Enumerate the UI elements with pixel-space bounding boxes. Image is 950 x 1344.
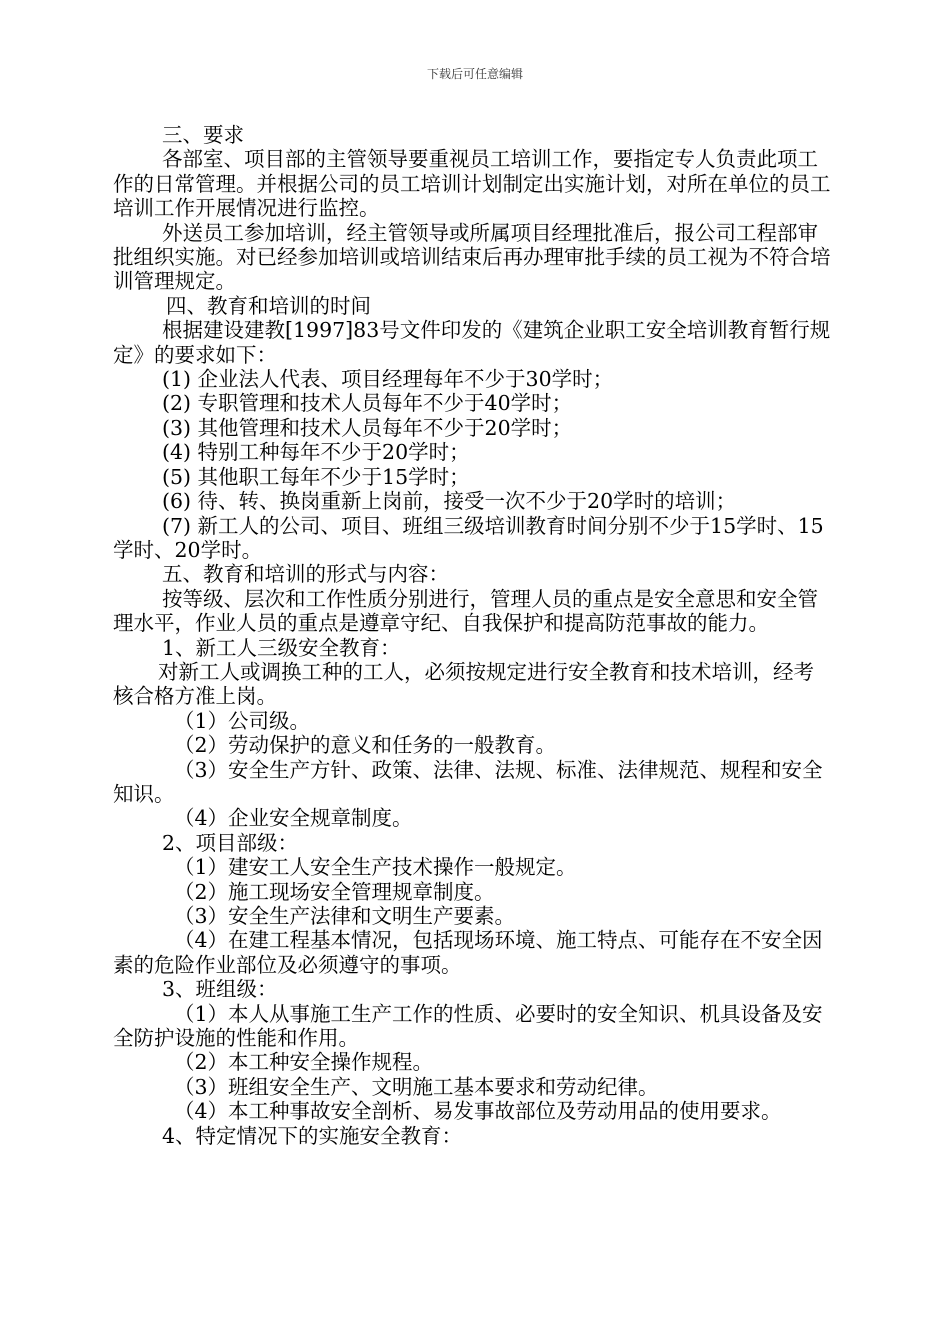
list-item: （3）班组安全生产、文明施工基本要求和劳动纪律。: [174, 1074, 659, 1099]
list-item: (5) 其他职工每年不少于15学时；: [162, 464, 470, 489]
list-item: （3）安全生产法律和文明生产要素。: [174, 904, 516, 928]
list-item: （2）劳动保护的意义和任务的一般教育。: [174, 733, 557, 758]
list-item: （4）在建工程基本情况，包括现场环境、施工特点、可能存在不安全因素的危险作业部位及必须遵守的事项。: [113, 928, 823, 977]
subsection-heading: 1、新工人三级安全教育：: [162, 635, 401, 660]
list-item: （1）本人从事施工生产工作的性质、必要时的安全知识、机具设备及安全防护设施的性能和作用。: [113, 1001, 823, 1051]
list-item: （1）公司级。: [174, 708, 311, 733]
list-item: （2）本工种安全操作规程。: [174, 1050, 434, 1075]
list-item: (3) 其他管理和技术人员每年不少于20学时；: [162, 415, 573, 440]
document-body: [113, 123, 833, 1148]
list-item: (2) 专职管理和技术人员每年不少于40学时；: [162, 391, 573, 416]
list-item: （3）安全生产方针、政策、法律、法规、标准、法律规范、规程和安全知识。: [113, 757, 823, 806]
list-item: （1）建安工人安全生产技术操作一般规定。: [174, 855, 577, 880]
list-item: (6) 待、转、换岗重新上岗前，接受一次不少于20学时的培训；: [162, 489, 737, 514]
list-item: (1) 企业法人代表、项目经理每年不少于30学时；: [162, 367, 614, 392]
paragraph: 外送员工参加培训，经主管领导或所属项目经理批准后，报公司工程部审批组织实施。对已经参加培训或培训结束后再办理审批手续的员工视为不符合培训管理规定。: [113, 220, 831, 294]
subsection-heading: 4、特定情况下的实施安全教育：: [162, 1123, 463, 1148]
section-heading-requirements: 三、要求: [162, 123, 244, 147]
paragraph: 按等级、层次和工作性质分别进行，管理人员的重点是安全意思和安全管理水平，作业人员的重点是遵章守纪、自我保护和提高防范事故的能力。: [113, 586, 818, 636]
subsection-heading: 3、班组级：: [162, 977, 278, 1002]
subsection-heading: 2、项目部级：: [162, 830, 299, 855]
section-heading-training-time: 四、教育和培训的时间: [166, 293, 371, 318]
paragraph: 根据建设建教[1997]83号文件印发的《建筑企业职工安全培训教育暂行规定》的要求如下：: [113, 318, 831, 367]
list-item: (7) 新工人的公司、项目、班组三级培训教育时间分别不少于15学时、15学时、20学时。: [113, 513, 824, 562]
paragraph: 各部室、项目部的主管领导要重视员工培训工作，要指定专人负责此项工作的日常管理。并根据公司的员工培训计划制定出实施计划，对所在单位的员工培训工作开展情况进行监控。: [113, 147, 831, 221]
paragraph: 对新工人或调换工种的工人，必须按规定进行安全教育和技术培训，经考核合格方准上岗。: [113, 659, 814, 709]
page-header: 下载后可任意编辑: [426, 67, 523, 81]
section-heading-training-forms: 五、教育和培训的形式与内容：: [162, 562, 449, 587]
list-item: (4) 特别工种每年不少于20学时；: [162, 440, 470, 465]
list-item: （4）本工种事故安全剖析、易发事故部位及劳动用品的使用要求。: [174, 1099, 782, 1124]
list-item: （2）施工现场安全管理规章制度。: [174, 879, 495, 904]
list-item: （4）企业安全规章制度。: [174, 806, 413, 831]
